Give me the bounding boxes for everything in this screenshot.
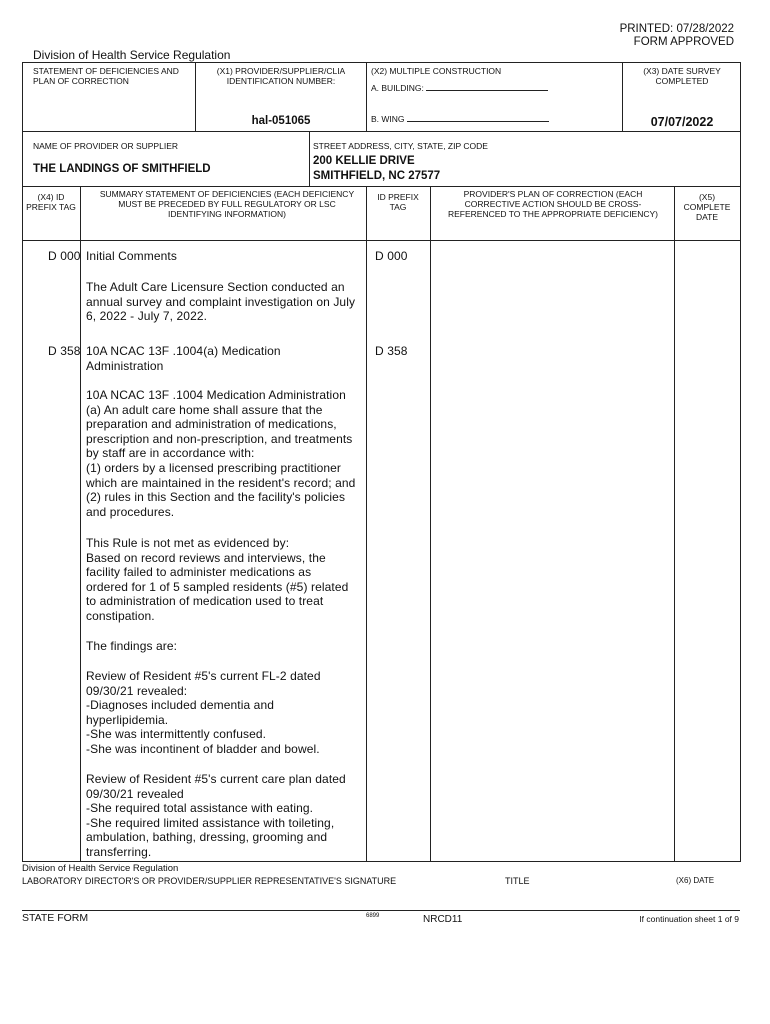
date-label: (X6) DATE — [676, 876, 715, 885]
title-label: TITLE — [505, 876, 530, 886]
text-line: to administration of medication used to treat — [86, 594, 324, 609]
statement-label: STATEMENT OF DEFICIENCIES AND PLAN OF CORRECTION — [33, 66, 179, 86]
building-label: A. BUILDING: — [371, 83, 424, 93]
text-line: Review of Resident #5's current FL-2 dated — [86, 669, 321, 683]
text-line: 10A NCAC 13F .1004 Medication Administration — [86, 388, 346, 402]
col-id-prefix: ID PREFIX TAG — [377, 192, 419, 212]
d000-title: Initial Comments — [86, 249, 177, 263]
text-line: preparation and administration of medications, — [86, 417, 337, 432]
continuation-label: If continuation sheet 1 of 9 — [639, 914, 739, 924]
text-line: (a) An adult care home shall assure that the — [86, 402, 323, 417]
wing-field — [371, 114, 549, 124]
provider-id: hal-051065 — [251, 115, 311, 127]
x2-label: (X2) MULTIPLE CONSTRUCTION — [371, 66, 502, 76]
text-line: -Diagnoses included dementia and — [86, 698, 274, 713]
text-line: facility failed to administer medications as — [86, 565, 312, 580]
evidence-text — [86, 536, 366, 624]
event-id: NRCD11 — [423, 914, 463, 925]
d358-tag-right: D 358 — [375, 344, 408, 358]
text-line: 09/30/21 revealed — [86, 786, 184, 801]
building-blank — [426, 90, 548, 91]
text-line: ordered for 1 of 5 sampled residents (#5) related — [86, 579, 349, 594]
d000-tag-right: D 000 — [375, 249, 408, 263]
d000-tag: D 000 — [48, 249, 81, 263]
text-line: -She was incontinent of bladder and bowel. — [86, 741, 320, 756]
printed-date: PRINTED: 07/28/2022 — [619, 23, 734, 35]
text-line: which are maintained in the resident's record; and — [86, 475, 356, 490]
intro-paragraph: The Adult Care Licensure Section conducted an annual survey and complaint investigation on July 6, 2022 - July 7, 2022. — [86, 280, 356, 324]
fl2-review — [86, 669, 366, 757]
text-line: and procedures. — [86, 504, 175, 519]
survey-date: 07/07/2022 — [650, 115, 714, 129]
text-line: prescription and non-prescription, and treatments — [86, 431, 353, 446]
form-number: 6899 — [366, 913, 380, 919]
findings-heading: The findings are: — [86, 639, 178, 653]
col-plan: PROVIDER'S PLAN OF CORRECTION (EACH CORRECTIVE ACTION SHOULD BE CROSS-REFERENCED TO THE APPROPRIATE DEFICIENCY) — [447, 189, 659, 219]
address-label: STREET ADDRESS, CITY, STATE, ZIP CODE — [313, 141, 488, 151]
text-line: This Rule is not met as evidenced by: — [86, 536, 290, 550]
signature-label: LABORATORY DIRECTOR'S OR PROVIDER/SUPPLIER REPRESENTATIVE'S SIGNATURE — [22, 876, 397, 886]
d358-tag: D 358 — [48, 344, 81, 358]
building-field — [371, 83, 548, 93]
text-line: -She required limited assistance with toileting, — [86, 815, 335, 830]
text-line: transferring. — [86, 844, 152, 859]
col-x5-date: (X5) COMPLETE DATE — [683, 192, 731, 222]
footer-agency: Division of Health Service Regulation — [22, 863, 179, 874]
text-line: (2) rules in this Section and the facility's policies — [86, 490, 346, 505]
text-line: hyperlipidemia. — [86, 712, 169, 727]
text-line: Review of Resident #5's current care plan dated — [86, 772, 346, 786]
form-approved: FORM APPROVED — [633, 36, 734, 48]
x3-label: (X3) DATE SURVEY COMPLETED — [643, 66, 721, 86]
text-line: -She was intermittently confused. — [86, 727, 267, 742]
agency-header: Division of Health Service Regulation — [33, 48, 231, 62]
care-plan-review — [86, 772, 366, 860]
text-line: -She required total assistance with eating. — [86, 801, 314, 816]
x1-label: (X1) PROVIDER/SUPPLIER/CLIA IDENTIFICATION NUMBER: — [216, 66, 346, 86]
wing-blank — [407, 121, 549, 122]
col-x4-prefix: (X4) ID PREFIX TAG — [26, 192, 76, 212]
text-line: (1) orders by a licensed prescribing practitioner — [86, 460, 342, 475]
address-line2: SMITHFIELD, NC 27577 — [313, 170, 441, 182]
text-line: constipation. — [86, 608, 155, 623]
text-line: ambulation, bathing, dressing, grooming and — [86, 830, 328, 845]
wing-label: B. WING — [371, 114, 405, 124]
address-line1: 200 KELLIE DRIVE — [313, 155, 415, 167]
d358-title: 10A NCAC 13F .1004(a) Medication Administration — [86, 344, 281, 373]
text-line: by staff are in accordance with: — [86, 446, 255, 461]
text-line: 09/30/21 revealed: — [86, 683, 188, 698]
state-form-label: STATE FORM — [22, 912, 89, 924]
rule-text — [86, 388, 366, 519]
col-summary: SUMMARY STATEMENT OF DEFICIENCIES (EACH DEFICIENCY MUST BE PRECEDED BY FULL REGULATORY OR LSC IDENTIFYING INFORMATION) — [99, 189, 355, 219]
provider-name: THE LANDINGS OF SMITHFIELD — [33, 163, 211, 175]
provider-name-label: NAME OF PROVIDER OR SUPPLIER — [33, 141, 178, 151]
text-line: Based on record reviews and interviews, the — [86, 550, 326, 565]
